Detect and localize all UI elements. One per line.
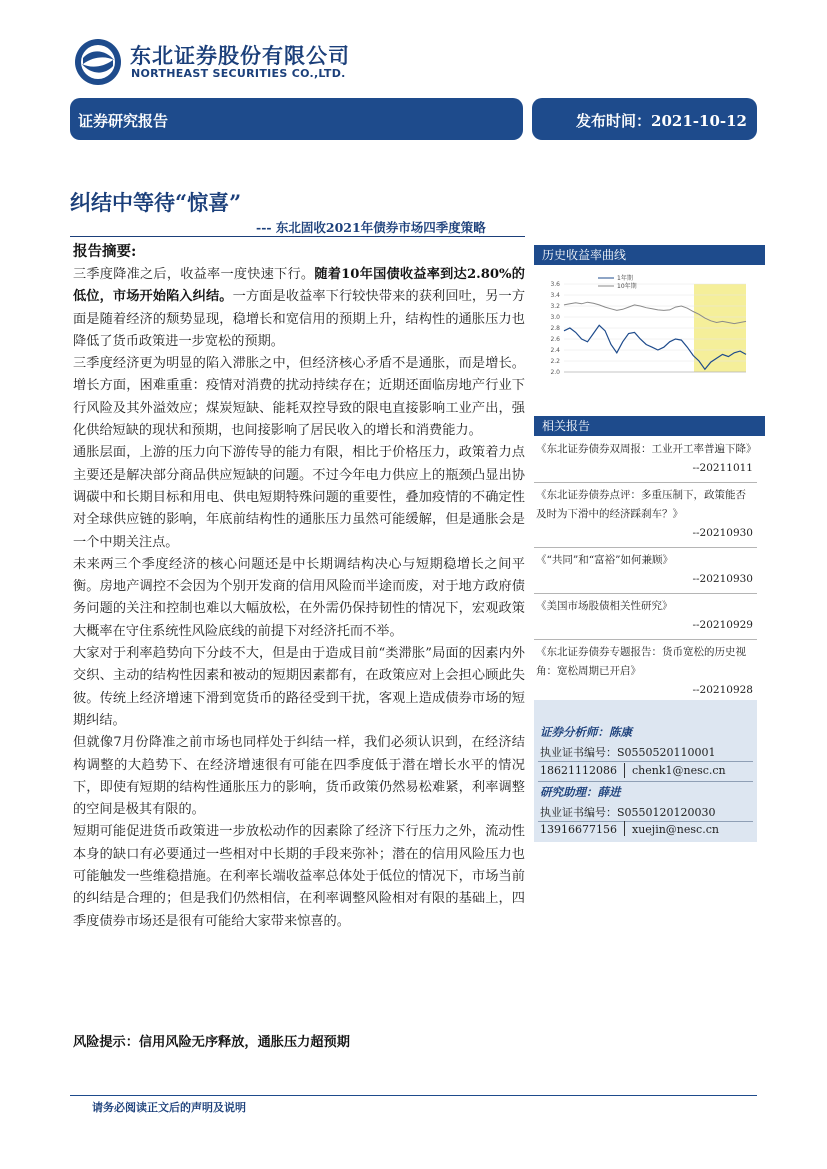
related-report-item[interactable] xyxy=(534,483,757,548)
related-report-date: --20210929 xyxy=(692,619,753,631)
y-tick-label: 3.2 xyxy=(550,303,560,310)
related-report-date: --20210930 xyxy=(692,527,753,539)
analyst-info-box xyxy=(534,700,757,842)
related-reports-heading: 相关报告 xyxy=(534,416,765,436)
assistant-email[interactable]: xuejin@nesc.cn xyxy=(632,823,719,836)
chart-heading: 历史收益率曲线 xyxy=(534,245,765,265)
publish-date: 发布时间：2021-10-12 xyxy=(576,112,747,130)
analyst-separator xyxy=(624,763,625,778)
related-report-item[interactable] xyxy=(534,594,757,640)
y-tick-label: 3.4 xyxy=(550,292,560,299)
summary-heading: 报告摘要: xyxy=(73,243,137,260)
summary-paragraph-3: 通胀层面，上游的压力向下游传导的能力有限，相比于价格压力，政策着力点主要还是解决部分商品供应短缺的问题。不过今年电力供应上的瓶颈凸显出协调碳中和长期目标和用电、供电短期特殊问题的重要性，叠加疫情的不确定性对全球供应链的影响，年底前结构性的通胀压力虽然可能缓解，但是通胀会是一个中期关注点。 xyxy=(73,445,525,550)
company-name-cn: 东北证券股份有限公司 xyxy=(130,44,350,68)
y-tick-label: 3.6 xyxy=(550,281,560,288)
report-type: 证券研究报告 xyxy=(78,112,169,130)
summary-paragraph-1 xyxy=(73,264,525,353)
y-tick-label: 3.0 xyxy=(550,314,560,321)
summary-body xyxy=(73,264,525,933)
related-reports-list xyxy=(534,437,757,705)
risk-warning: 风险提示：信用风险无序释放，通胀压力超预期 xyxy=(73,1035,350,1050)
legend-label-1y: 1年期 xyxy=(617,275,633,282)
assistant-separator xyxy=(624,821,625,836)
analyst-name: 证券分析师：陈康 xyxy=(540,725,632,739)
footer-disclaimer[interactable]: 请务必阅读正文后的声明及说明 xyxy=(92,1101,246,1114)
assistant-name: 研究助理：薛进 xyxy=(540,785,621,799)
report-title: 纠结中等待“惊喜” xyxy=(70,190,242,215)
related-report-item[interactable] xyxy=(534,548,757,594)
analyst-divider xyxy=(538,761,753,762)
related-report-title: 《美国市场股债相关性研究》 xyxy=(536,600,673,612)
assistant-cert-number: 执业证书编号：S0550120120030 xyxy=(540,806,716,819)
summary-paragraph-6: 但就像7月份降准之前市场也同样处于纠结一样，我们必须认识到，在经济结构调整的大趋势下、在经济增速很有可能在四季度低于潜在增长水平的情况下，即使有短期的结构性通胀压力的影响，货币政策仍然易松难紧，利率调整的空间是极其有限的。 xyxy=(73,735,525,818)
related-report-item[interactable] xyxy=(534,640,757,705)
publish-date-bar xyxy=(532,98,757,140)
assistant-divider xyxy=(538,821,753,822)
y-tick-label: 2.2 xyxy=(550,358,560,365)
title-divider xyxy=(70,236,525,237)
footer-divider xyxy=(70,1095,757,1096)
related-report-title: 《东北证券债券专题报告：货币宽松的历史视角：宽松周期已开启》 xyxy=(536,646,746,677)
chart-legend xyxy=(598,274,637,290)
related-report-title: 《“共同”和“富裕”如何兼顾》 xyxy=(536,554,673,566)
report-subtitle: --- 东北固收2021年债券市场四季度策略 xyxy=(256,220,486,235)
y-tick-label: 2.0 xyxy=(550,369,560,376)
y-tick-label: 2.6 xyxy=(550,336,560,343)
related-report-date: --20211011 xyxy=(692,462,753,474)
y-tick-label: 2.4 xyxy=(550,347,560,354)
related-report-item[interactable] xyxy=(534,437,757,483)
assistant-phone: 13916677156 xyxy=(540,823,617,836)
legend-label-10y: 10年期 xyxy=(617,283,637,290)
related-report-title: 《东北证券债券双周报：工业开工率普遍下降》 xyxy=(536,443,757,455)
p1-text-b: 一方面是收益率下行较快带来的获利回吐，另一方面是随着经济的颓势显现，稳增长和宽信用的预期上升，结构性的通胀压力也降低了货币政策进一步宽松的预期。 xyxy=(73,289,526,349)
company-logo xyxy=(74,38,122,86)
analyst-divider xyxy=(538,781,753,782)
related-report-date: --20210928 xyxy=(692,684,753,696)
yield-chart-svg xyxy=(534,268,757,418)
company-name-en: NORTHEAST SECURITIES CO.,LTD. xyxy=(131,67,346,80)
summary-paragraph-7: 短期可能促进货币政策进一步放松动作的因素除了经济下行压力之外，流动性本身的缺口有必要通过一些相对中长期的手段来弥补；潜在的信用风险压力也可能触发一些维稳措施。在利率长端收益率总体处于低位的情况下，市场当前的纠结是合理的；但是我们仍然相信，在利率调整风险相对有限的基础上，四季度债券市场还是很有可能给大家带来惊喜的。 xyxy=(73,824,525,929)
related-report-title: 《东北证券债券点评：多重压制下，政策能否及时为下滑中的经济踩刹车？》 xyxy=(536,489,746,520)
p1-text-a: 三季度降准之后，收益率一度快速下行。 xyxy=(73,267,315,282)
summary-paragraph-4: 未来两三个季度经济的核心问题还是中长期调结构决心与短期稳增长之间平衡。房地产调控不会因为个别开发商的信用风险而半途而废，对于地方政府债务问题的关注和控制也难以大幅放松，在外需仍保持韧性的情况下，宏观政策大概率在守住系统性风险底线的前提下对经济托而不举。 xyxy=(73,556,525,639)
summary-paragraph-2: 三季度经济更为明显的陷入滞胀之中，但经济核心矛盾不是通胀，而是增长。增长方面，困难重重：疫情对消费的扰动持续存在；近期还面临房地产行业下行风险及其外溢效应；煤炭短缺、能耗双控导致的限电直接影响工业产出，强化供给短缺的现状和预期，也间接影响了居民收入的增长和消费能力。 xyxy=(73,356,525,439)
summary-paragraph-5: 大家对于利率趋势向下分歧不大，但是由于造成目前“类滞胀”局面的因素内外交织、主动的结构性因素和被动的短期因素都有，在政策应对上会担心顾此失彼。传统上经济增速下滑到宽货币的路径受到干扰，客观上造成债券市场的短期纠结。 xyxy=(73,646,525,728)
y-tick-label: 2.8 xyxy=(550,325,560,332)
yield-chart xyxy=(534,268,757,418)
report-type-bar xyxy=(70,98,523,140)
analyst-phone: 18621112086 xyxy=(540,764,617,777)
analyst-email[interactable]: chenk1@nesc.cn xyxy=(632,764,726,777)
p1-text-bold: 随着10年国债收益率到达2.80%的低位，市场开始陷入纠结。 xyxy=(73,267,525,305)
analyst-cert-number: 执业证书编号：S0550520110001 xyxy=(540,746,716,759)
related-report-date: --20210930 xyxy=(692,573,753,585)
